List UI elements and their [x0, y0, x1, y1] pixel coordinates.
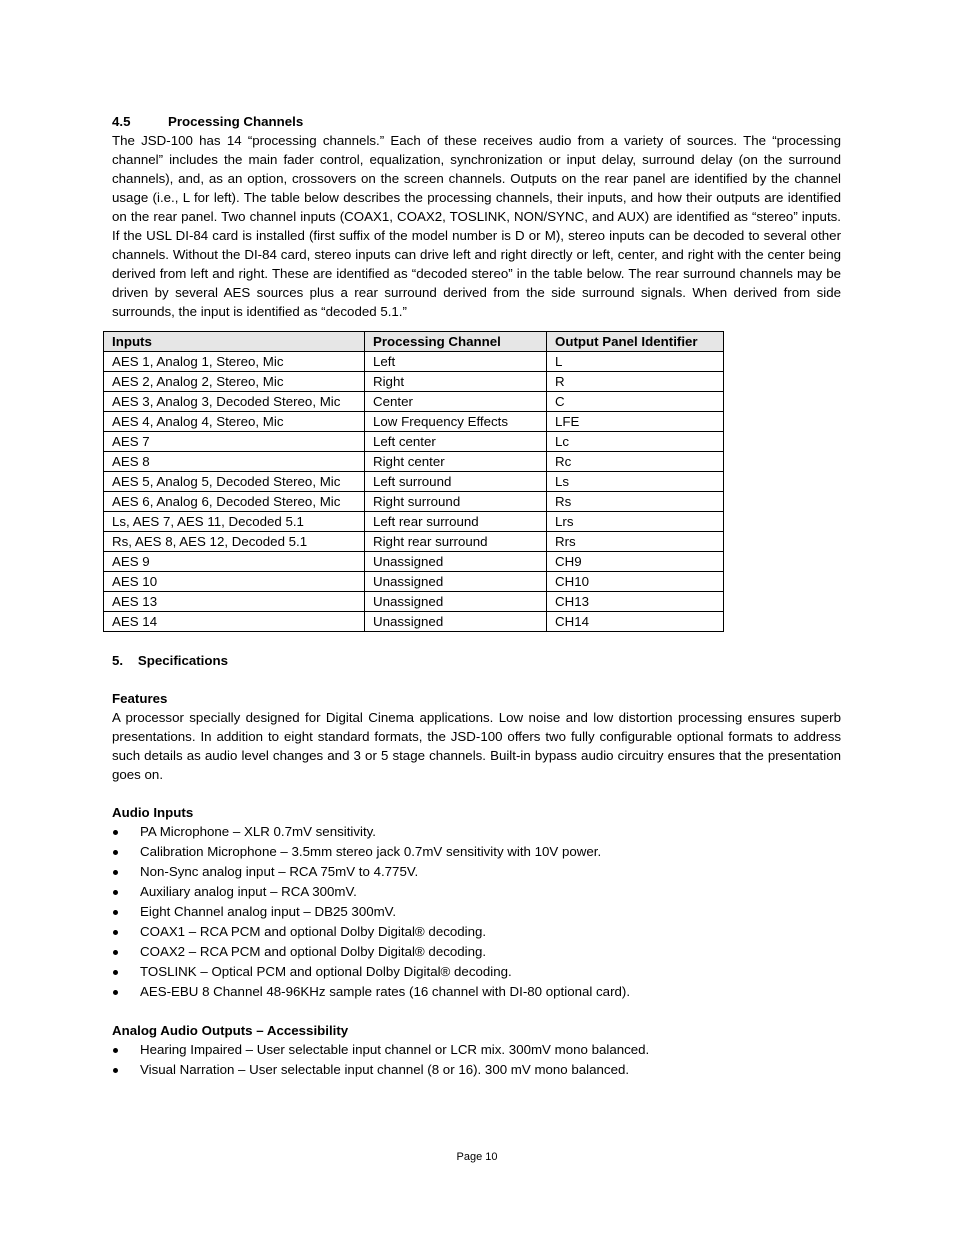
list-item — [112, 982, 841, 1002]
list-item — [112, 842, 841, 862]
list-item-text: TOSLINK – Optical PCM and optional Dolby Digital® decoding. — [140, 964, 512, 979]
table-row — [104, 392, 724, 412]
analog-outputs-list — [112, 1040, 841, 1080]
list-item-text: AES-EBU 8 Channel 48-96KHz sample rates (16 channel with DI-80 optional card). — [140, 984, 631, 999]
section-paragraph: The JSD-100 has 14 “processing channels.” Each of these receives audio from a variety of sources. The “processing channel” includes the main fader control, equalization, synchronization or input delay, surround delay (on the surround channels), and, as an option, crossovers on the screen channels. Outputs on the rear panel are identified by the channel usage (i.e., L for left). The table below describes the processing channels, their inputs, and how their outputs are identified on the rear panel. Two channel inputs (COAX1, COAX2, TOSLINK, NON/SYNC, and AUX) are identified as “stereo” inputs. If the USL DI-84 card is installed (first suffix of the model number is D or M), stereo inputs can be decoded to several other channels. Without the DI-84 card, stereo inputs can drive left and right directly or left, center, and right with the center being derived from left and right. These are identified as “decoded stereo” in the table below. The rear surround channels may be driven by several AES sources plus a rear surround derived from the side surround signals. When derived from side surrounds, the input is identified as “decoded 5.1.” — [112, 133, 841, 319]
cell-channel: Left rear surround — [365, 512, 547, 532]
table-row — [104, 412, 724, 432]
table-row — [104, 372, 724, 392]
list-item-text: COAX2 – RCA PCM and optional Dolby Digital® decoding. — [140, 944, 487, 959]
section-heading — [112, 112, 841, 131]
cell-channel: Unassigned — [365, 612, 547, 632]
list-item — [112, 922, 841, 942]
list-item-text: Hearing Impaired – User selectable input channel or LCR mix. 300mV mono balanced. — [140, 1042, 650, 1057]
cell-identifier: R — [547, 372, 724, 392]
list-item-text: PA Microphone – XLR 0.7mV sensitivity. — [140, 824, 376, 839]
list-item — [112, 822, 841, 842]
section-title: Processing Channels — [168, 114, 304, 129]
bullet-icon — [113, 870, 118, 875]
bullet-icon — [113, 1048, 118, 1053]
list-item — [112, 902, 841, 922]
table-row — [104, 352, 724, 372]
cell-input: AES 7 — [104, 432, 365, 452]
cell-channel: Unassigned — [365, 592, 547, 612]
cell-channel: Right center — [365, 452, 547, 472]
cell-channel: Left surround — [365, 472, 547, 492]
cell-input: AES 14 — [104, 612, 365, 632]
table-row — [104, 452, 724, 472]
cell-input: Ls, AES 7, AES 11, Decoded 5.1 — [104, 512, 365, 532]
list-item — [112, 882, 841, 902]
list-item — [112, 962, 841, 982]
cell-identifier: CH14 — [547, 612, 724, 632]
cell-identifier: Rc — [547, 452, 724, 472]
section-number: 4.5 — [112, 114, 131, 129]
audio-inputs-title: Audio Inputs — [112, 805, 194, 820]
cell-identifier: Ls — [547, 472, 724, 492]
cell-input: AES 9 — [104, 552, 365, 572]
table-row — [104, 612, 724, 632]
cell-identifier: CH9 — [547, 552, 724, 572]
processing-channels-table — [103, 331, 724, 632]
list-item — [112, 1040, 841, 1060]
cell-input: AES 5, Analog 5, Decoded Stereo, Mic — [104, 472, 365, 492]
cell-input: AES 1, Analog 1, Stereo, Mic — [104, 352, 365, 372]
cell-input: AES 8 — [104, 452, 365, 472]
bullet-icon — [113, 950, 118, 955]
cell-identifier: Lrs — [547, 512, 724, 532]
cell-channel: Low Frequency Effects — [365, 412, 547, 432]
features-title: Features — [112, 691, 168, 706]
cell-identifier: Rrs — [547, 532, 724, 552]
cell-input: AES 6, Analog 6, Decoded Stereo, Mic — [104, 492, 365, 512]
table-row — [104, 592, 724, 612]
analog-outputs-title: Analog Audio Outputs – Accessibility — [112, 1023, 349, 1038]
cell-identifier: CH10 — [547, 572, 724, 592]
cell-identifier: Lc — [547, 432, 724, 452]
table-row — [104, 532, 724, 552]
table-row — [104, 512, 724, 532]
cell-identifier: C — [547, 392, 724, 412]
bullet-icon — [113, 850, 118, 855]
document-page — [112, 112, 841, 1080]
list-item — [112, 942, 841, 962]
list-item-text: COAX1 – RCA PCM and optional Dolby Digital® decoding. — [140, 924, 487, 939]
cell-input: AES 4, Analog 4, Stereo, Mic — [104, 412, 365, 432]
table-row — [104, 492, 724, 512]
features-paragraph: A processor specially designed for Digital Cinema applications. Low noise and low distortion processing ensures superb presentations. In addition to eight standard formats, the JSD-100 offers two fully configurable optional formats to address such details as audio level changes and 3 or 5 stage channels. Built-in bypass audio circuitry ensures that the presentation goes on. — [112, 710, 841, 782]
list-item-text: Auxiliary analog input – RCA 300mV. — [140, 884, 357, 899]
bullet-icon — [113, 930, 118, 935]
bullet-icon — [113, 910, 118, 915]
bullet-icon — [113, 970, 118, 975]
list-item-text: Non-Sync analog input – RCA 75mV to 4.775V. — [140, 864, 419, 879]
cell-identifier: L — [547, 352, 724, 372]
list-item-text: Calibration Microphone – 3.5mm stereo jack 0.7mV sensitivity with 10V power. — [140, 844, 602, 859]
cell-channel: Right — [365, 372, 547, 392]
page-number: Page 10 — [456, 1151, 498, 1163]
list-item — [112, 1060, 841, 1080]
bullet-icon — [113, 890, 118, 895]
table-row — [104, 472, 724, 492]
cell-input: AES 13 — [104, 592, 365, 612]
table-row — [104, 552, 724, 572]
header-output-panel-identifier: Output Panel Identifier — [547, 332, 724, 352]
cell-channel: Left — [365, 352, 547, 372]
cell-channel: Center — [365, 392, 547, 412]
specifications-heading: 5. Specifications — [112, 653, 229, 668]
cell-identifier: Rs — [547, 492, 724, 512]
cell-channel: Left center — [365, 432, 547, 452]
cell-channel: Right surround — [365, 492, 547, 512]
cell-channel: Unassigned — [365, 572, 547, 592]
audio-inputs-list — [112, 822, 841, 1002]
list-item-text: Visual Narration – User selectable input channel (8 or 16). 300 mV mono balanced. — [140, 1062, 630, 1077]
list-item — [112, 862, 841, 882]
table-row — [104, 572, 724, 592]
table-row — [104, 432, 724, 452]
cell-identifier: CH13 — [547, 592, 724, 612]
cell-channel: Right rear surround — [365, 532, 547, 552]
bullet-icon — [113, 990, 118, 995]
cell-input: Rs, AES 8, AES 12, Decoded 5.1 — [104, 532, 365, 552]
cell-input: AES 2, Analog 2, Stereo, Mic — [104, 372, 365, 392]
list-item-text: Eight Channel analog input – DB25 300mV. — [140, 904, 397, 919]
bullet-icon — [113, 1068, 118, 1073]
cell-input: AES 3, Analog 3, Decoded Stereo, Mic — [104, 392, 365, 412]
header-processing-channel: Processing Channel — [365, 332, 547, 352]
cell-channel: Unassigned — [365, 552, 547, 572]
cell-input: AES 10 — [104, 572, 365, 592]
cell-identifier: LFE — [547, 412, 724, 432]
table-header-row — [104, 332, 724, 352]
header-inputs: Inputs — [104, 332, 365, 352]
bullet-icon — [113, 830, 118, 835]
